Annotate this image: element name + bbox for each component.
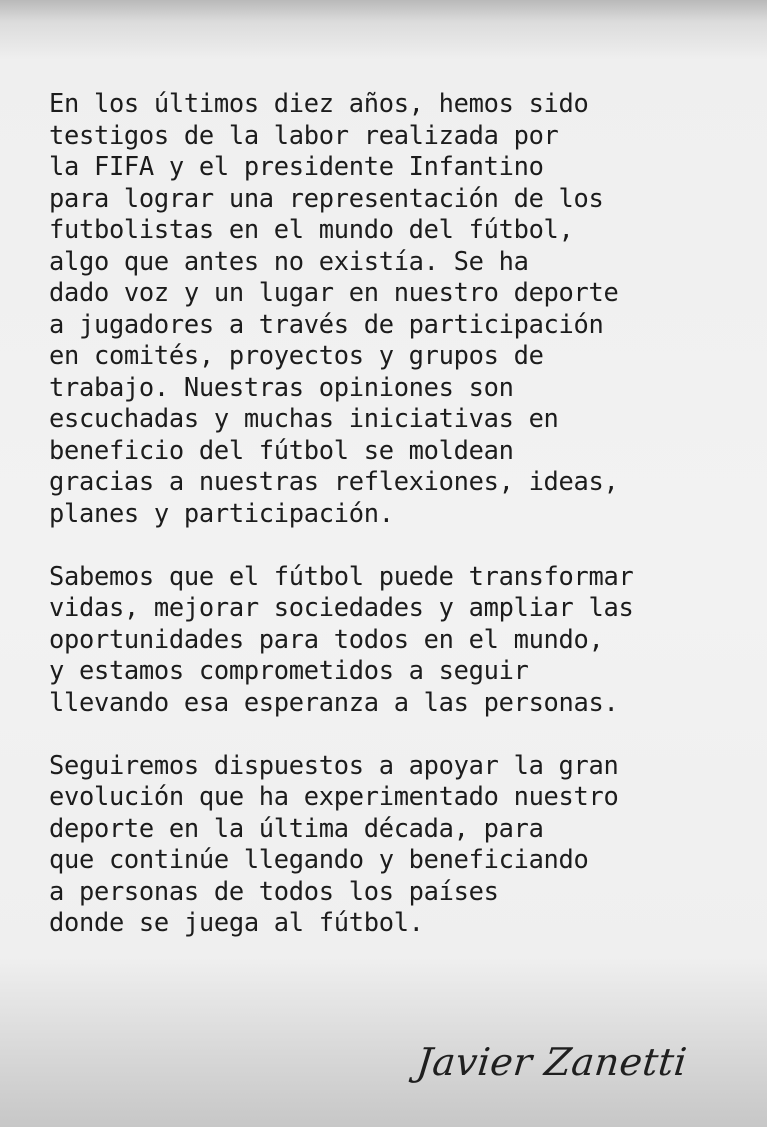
text-line: a personas de todos los países [49,875,499,906]
text-line: deporte en la última década, para [49,812,544,843]
signature: Javier Zanetti [414,1040,690,1084]
text-line: en comités, proyectos y grupos de [49,340,544,370]
paragraph-3 [49,750,749,939]
text-line: escuchadas y muchas iniciativas en [49,403,559,433]
text-line: la FIFA y el presidente Infantino [49,151,544,181]
text-line: Sabemos que el fútbol puede transformar [49,560,634,591]
text-line: planes y participación. [49,497,394,528]
text-line: testigos de la labor realizada por [49,119,559,150]
text-line: En los últimos diez años, hemos sido [49,88,589,118]
text-line: a jugadores a través de participación [49,308,604,339]
text-line: dado voz y un lugar en nuestro deporte [49,277,619,307]
text-line: vidas, mejorar sociedades y ampliar las [49,592,634,622]
text-line: evolución que ha experimentado nuestro [49,781,619,811]
text-line: para lograr una representación de los [49,182,604,213]
text-line: gracias a nuestras reflexiones, ideas, [49,466,619,496]
text-line: Seguiremos dispuestos a apoyar la gran [49,749,619,780]
text-line: beneficio del fútbol se moldean [49,434,514,465]
text-line: que continúe llegando y beneficiando [49,844,589,874]
paragraph-1 [49,88,749,529]
paragraph-2 [49,561,749,719]
text-line: y estamos comprometidos a seguir [49,655,529,685]
text-line: algo que antes no existía. Se ha [49,245,529,276]
text-line: donde se juega al fútbol. [49,907,424,937]
text-line: futbolistas en el mundo del fútbol, [49,214,574,244]
text-line: llevando esa esperanza a las personas. [49,686,619,717]
text-line: oportunidades para todos en el mundo, [49,623,604,654]
text-line: trabajo. Nuestras opiniones son [49,371,514,402]
letter-body [49,88,749,970]
